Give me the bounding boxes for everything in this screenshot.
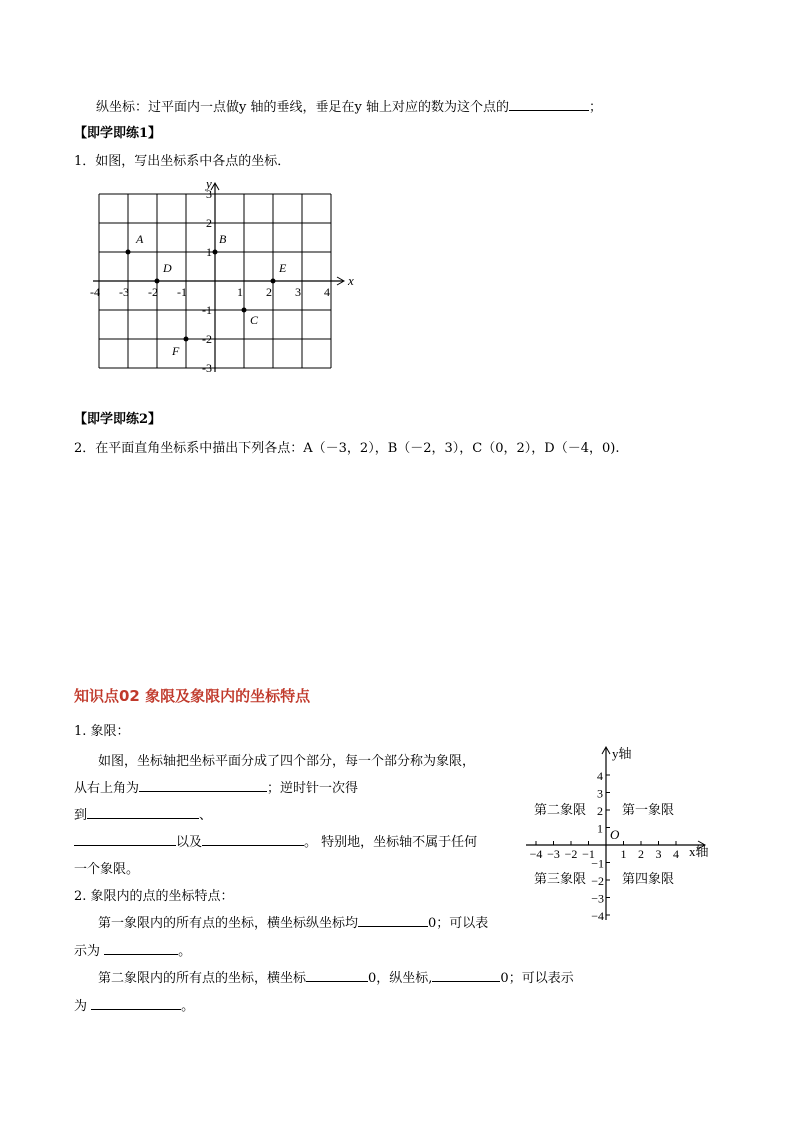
point-label-F: F (172, 344, 180, 358)
x-tick-label: -3 (119, 285, 129, 299)
point-label-E: E (279, 261, 287, 275)
quadrant-axes (526, 746, 709, 923)
q-x-tick-label: −3 (547, 847, 560, 861)
q1-line2 (74, 940, 191, 959)
y-tick-label: 2 (206, 216, 212, 230)
grid-labels (90, 176, 354, 375)
para1-b: 从右上角为 (74, 781, 140, 796)
practice2-heading: 【即学即练2】 (74, 412, 162, 427)
para1-c: ；逆时针一次得 (267, 781, 359, 796)
quadrant1-blank[interactable] (139, 779, 267, 792)
point-label-B: B (219, 232, 227, 246)
q2-c: 0；可以表示 (500, 971, 574, 986)
q2-x-blank[interactable] (306, 969, 368, 982)
q-x-tick-label: 4 (673, 847, 679, 861)
grid-figure (85, 172, 365, 377)
q2-form-blank[interactable] (91, 997, 181, 1010)
point-B (213, 250, 218, 255)
q-x-tick-label: −4 (529, 847, 543, 861)
quadrant-4-label: 第四象限 (622, 871, 675, 886)
q-origin: O (610, 827, 620, 842)
q-y-tick-label: 3 (597, 786, 603, 801)
para1-d: 到 (74, 808, 88, 823)
x-tick-label: -4 (90, 285, 100, 299)
q2-y-blank[interactable] (432, 969, 500, 982)
intro-text: 纵坐标：过平面内一点做y 轴的垂线，垂足在y 轴上对应的数为这个点的 (96, 100, 509, 115)
quadrant-3-label: 第三象限 (534, 871, 587, 886)
y-axis-label: y (206, 176, 212, 191)
intro-blank[interactable] (509, 98, 589, 111)
point-A (126, 250, 131, 255)
practice1-heading: 【即学即练1】 (74, 126, 162, 141)
para1-f: 以及 (176, 835, 203, 850)
quadrant-2-label: 第二象限 (534, 802, 587, 817)
point-F (184, 337, 189, 342)
point-E (271, 279, 276, 284)
para1-line2 (74, 777, 358, 796)
para1-line5: 一个象限。 (74, 862, 140, 877)
q1-line1 (98, 912, 488, 931)
q1-a: 第一象限内的所有点的坐标，横坐标纵坐标均 (98, 916, 359, 931)
item1-title: 1. 象限： (74, 724, 130, 739)
para1-line4 (74, 831, 477, 850)
q-x-tick-label: 3 (655, 847, 662, 861)
point-label-D: D (163, 261, 172, 275)
section-title: 知识点02 象限及象限内的坐标特点 (74, 687, 311, 705)
q2-line2 (74, 995, 194, 1014)
quadrant-figure (522, 742, 722, 924)
q-x-tick-label: −1 (582, 847, 595, 861)
x-tick-label: 2 (266, 285, 272, 299)
q-y-label: y轴 (612, 746, 632, 761)
para1-e: 、 (199, 808, 213, 823)
q-y-tick-label: −1 (591, 856, 604, 871)
q-y-tick-label: 1 (597, 821, 603, 836)
q1-form-blank[interactable] (104, 942, 178, 955)
quadrant-1-label: 第一象限 (622, 802, 675, 817)
intro-end: ； (588, 100, 602, 115)
y-tick-label: 3 (206, 187, 212, 201)
y-tick-label: 1 (206, 245, 212, 259)
q1-c: 示为 (74, 944, 101, 959)
point-D (155, 279, 160, 284)
y-tick-label: -1 (202, 303, 212, 317)
q-x-label: x轴 (689, 844, 709, 859)
q-y-tick-label: −2 (591, 874, 604, 888)
point-C (242, 308, 247, 313)
x-axis-label: x (348, 273, 354, 288)
q2-e: 。 (181, 999, 195, 1014)
q2-a: 第二象限内的所有点的坐标，横坐标 (98, 971, 307, 986)
grid-lines (93, 183, 344, 372)
quadrant2-blank[interactable] (87, 806, 199, 819)
point-label-C: C (250, 313, 259, 327)
quadrant4-blank[interactable] (202, 833, 304, 846)
q-x-tick-label: −2 (564, 847, 578, 861)
q2-b: 0，纵坐标, (368, 971, 433, 986)
q-x-tick-label: 1 (620, 847, 627, 861)
q-y-tick-label: −4 (591, 909, 604, 923)
q1-sign-blank[interactable] (358, 914, 428, 927)
q-y-tick-label: 4 (597, 769, 603, 783)
q1-b: 0；可以表 (428, 916, 489, 931)
practice2-question: 2．在平面直角坐标系中描出下列各点：A（－3，2），B（－2，3），C（0，2），D（－4，0). (74, 441, 620, 456)
practice1-question: 1．如图，写出坐标系中各点的坐标． (74, 154, 291, 169)
quadrant3-blank[interactable] (74, 833, 176, 846)
x-tick-label: 4 (324, 285, 330, 299)
q2-d: 为 (74, 999, 88, 1014)
para1-line3 (74, 804, 212, 823)
x-tick-label: -2 (148, 285, 158, 299)
q-x-tick-label: 2 (638, 847, 644, 861)
q1-d: 。 (178, 944, 192, 959)
y-tick-label: -2 (202, 332, 212, 346)
para1-line1: 如图，坐标轴把坐标平面分成了四个部分，每一个部分称为象限， (98, 754, 476, 769)
x-tick-label: -1 (177, 285, 187, 299)
y-tick-label: -3 (202, 361, 212, 375)
item2-title: 2. 象限内的点的坐标特点： (74, 889, 234, 904)
q2-line1 (98, 967, 574, 986)
point-label-A: A (136, 232, 144, 246)
x-tick-label: 1 (237, 285, 243, 299)
intro-line (96, 96, 602, 115)
para1-g: 。 特别地，坐标轴不属于任何 (304, 835, 478, 850)
q-y-tick-label: 2 (597, 804, 603, 818)
x-tick-label: 3 (295, 285, 301, 299)
q-y-tick-label: −3 (591, 891, 604, 906)
